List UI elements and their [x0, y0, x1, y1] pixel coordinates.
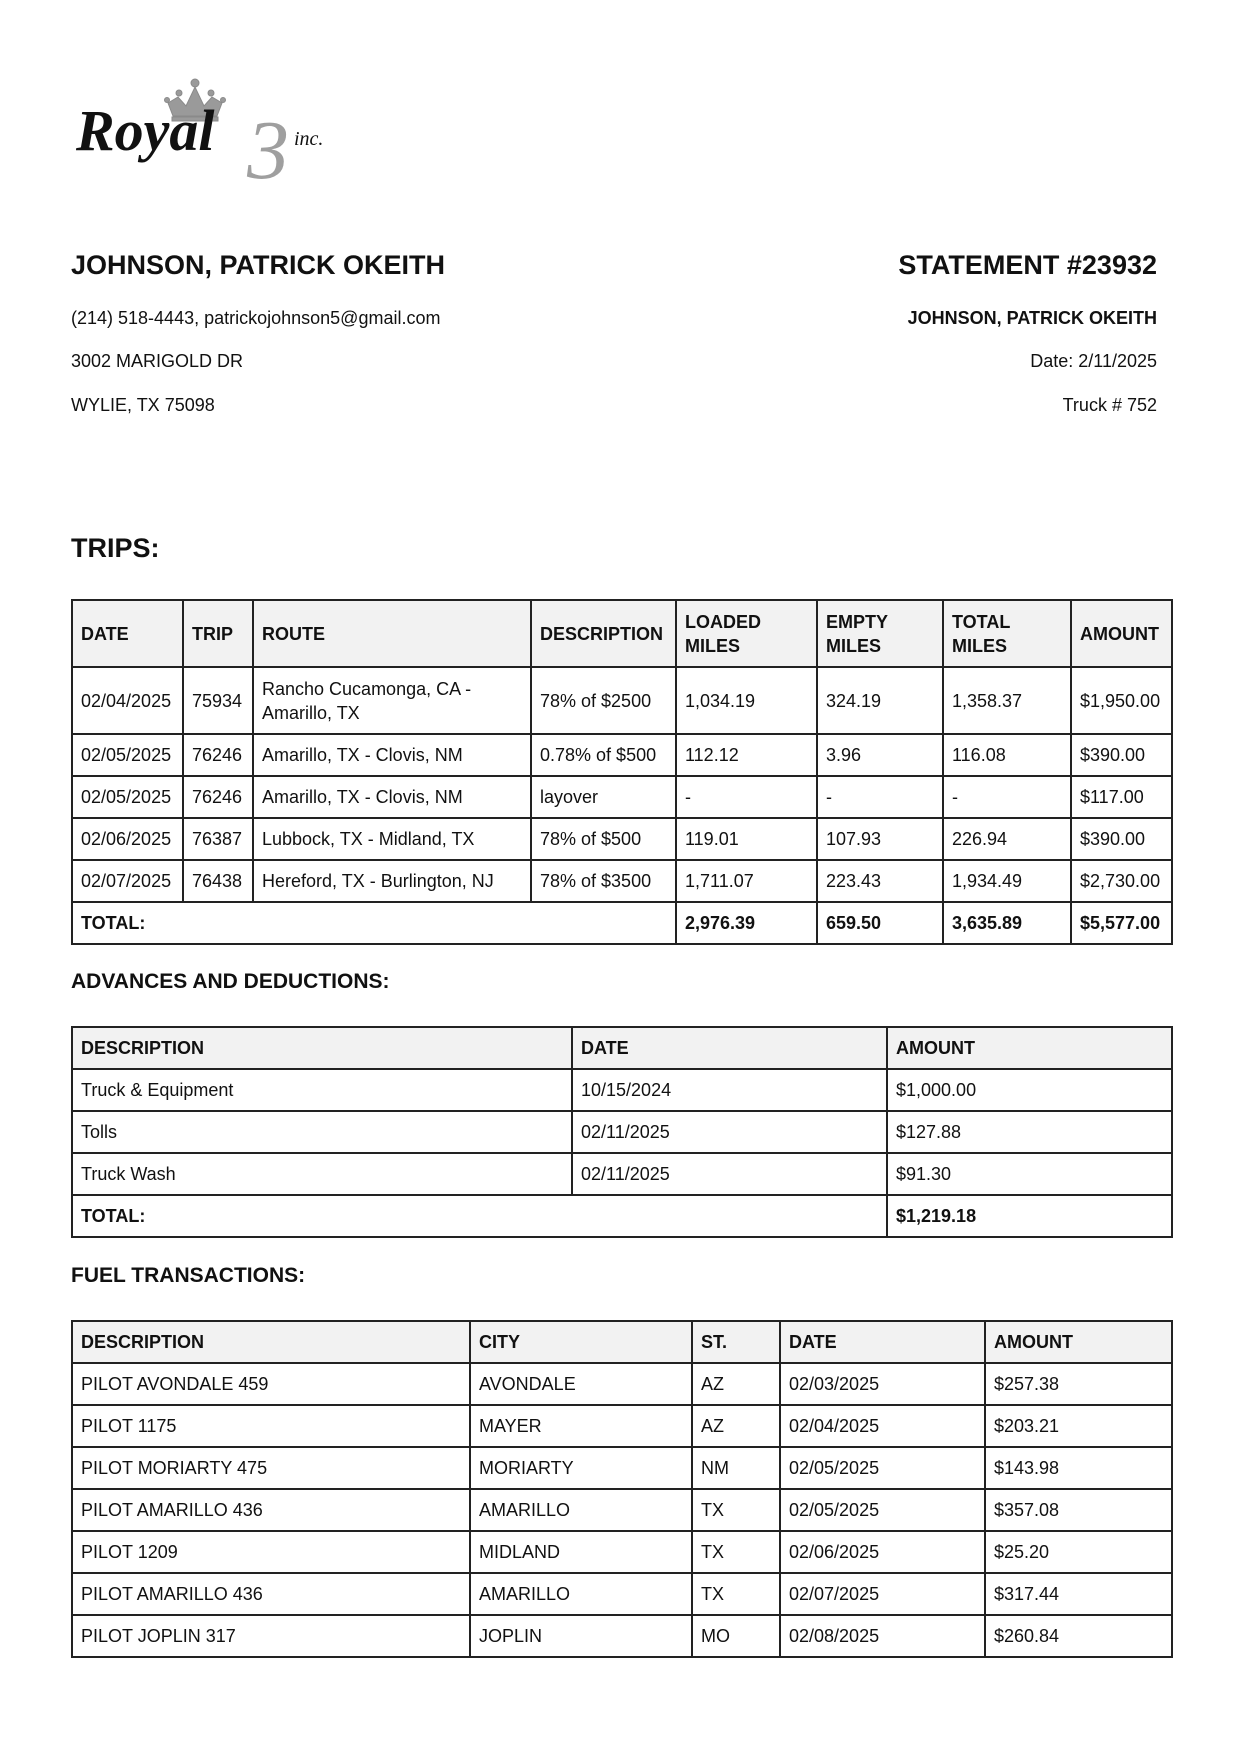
fuel-heading: FUEL TRANSACTIONS: — [71, 1264, 306, 1287]
table-cell: 76387 — [183, 818, 253, 860]
trips-total-row — [72, 902, 1172, 944]
table-row — [72, 667, 1172, 734]
table-cell: AZ — [692, 1363, 780, 1405]
table-cell: $2,730.00 — [1071, 860, 1172, 902]
table-cell: 78% of $3500 — [531, 860, 676, 902]
table-cell: Amarillo, TX - Clovis, NM — [253, 776, 531, 818]
driver-contact: (214) 518-4443, patrickojohnson5@gmail.com — [71, 308, 441, 328]
table-cell: 10/15/2024 — [572, 1069, 887, 1111]
table-row — [72, 1405, 1172, 1447]
table-cell: NM — [692, 1447, 780, 1489]
trips-heading: TRIPS: — [71, 533, 160, 563]
table-cell: 76246 — [183, 776, 253, 818]
table-cell: $390.00 — [1071, 734, 1172, 776]
table-cell: $203.21 — [985, 1405, 1172, 1447]
table-cell: - — [676, 776, 817, 818]
table-cell: PILOT 1209 — [72, 1531, 470, 1573]
advances-table — [71, 1026, 1173, 1238]
column-header: AMOUNT — [1071, 600, 1172, 667]
table-cell: 107.93 — [817, 818, 943, 860]
table-cell: Rancho Cucamonga, CA - Amarillo, TX — [253, 667, 531, 734]
table-row — [72, 1615, 1172, 1657]
table-row — [72, 1573, 1172, 1615]
driver-name-heading: JOHNSON, PATRICK OKEITH — [71, 250, 446, 280]
table-row — [72, 860, 1172, 902]
table-cell: $127.88 — [887, 1111, 1172, 1153]
table-cell: Hereford, TX - Burlington, NJ — [253, 860, 531, 902]
table-cell: - — [817, 776, 943, 818]
table-cell: Tolls — [72, 1111, 572, 1153]
table-cell: $143.98 — [985, 1447, 1172, 1489]
table-row — [72, 1489, 1172, 1531]
table-cell: 223.43 — [817, 860, 943, 902]
column-header: ST. — [692, 1321, 780, 1363]
table-cell: 02/11/2025 — [572, 1111, 887, 1153]
table-cell: MO — [692, 1615, 780, 1657]
table-cell: 02/03/2025 — [780, 1363, 985, 1405]
table-cell: 02/05/2025 — [72, 734, 183, 776]
total-amount: $1,219.18 — [887, 1195, 1172, 1237]
logo-wordmark: Royal — [76, 98, 215, 163]
fuel-header-row — [72, 1321, 1172, 1363]
logo-suffix: inc. — [294, 128, 324, 150]
royal3-logo-graphic — [76, 78, 386, 196]
statement-number-heading: STATEMENT #23932 — [898, 250, 1157, 280]
table-cell: 0.78% of $500 — [531, 734, 676, 776]
table-cell: AZ — [692, 1405, 780, 1447]
table-cell: 1,034.19 — [676, 667, 817, 734]
table-cell: Amarillo, TX - Clovis, NM — [253, 734, 531, 776]
advances-total-row — [72, 1195, 1172, 1237]
table-cell: TX — [692, 1573, 780, 1615]
column-header: AMOUNT — [887, 1027, 1172, 1069]
table-cell: MAYER — [470, 1405, 692, 1447]
statement-driver-name: JOHNSON, PATRICK OKEITH — [907, 308, 1157, 328]
table-row — [72, 1531, 1172, 1573]
table-cell: 02/05/2025 — [72, 776, 183, 818]
table-cell: PILOT AMARILLO 436 — [72, 1489, 470, 1531]
total-loaded-miles: 2,976.39 — [676, 902, 817, 944]
table-cell: 76438 — [183, 860, 253, 902]
column-header: ROUTE — [253, 600, 531, 667]
company-logo — [76, 78, 386, 196]
table-cell: PILOT AVONDALE 459 — [72, 1363, 470, 1405]
column-header: DESCRIPTION — [72, 1027, 572, 1069]
advances-header-row — [72, 1027, 1172, 1069]
table-row — [72, 776, 1172, 818]
table-cell: 02/05/2025 — [780, 1447, 985, 1489]
table-cell: 78% of $500 — [531, 818, 676, 860]
trips-table — [71, 599, 1173, 945]
column-header: CITY — [470, 1321, 692, 1363]
table-cell: $25.20 — [985, 1531, 1172, 1573]
table-cell: $257.38 — [985, 1363, 1172, 1405]
trips-header-row — [72, 600, 1172, 667]
table-cell: 75934 — [183, 667, 253, 734]
table-cell: PILOT JOPLIN 317 — [72, 1615, 470, 1657]
table-cell: 02/08/2025 — [780, 1615, 985, 1657]
table-cell: $1,950.00 — [1071, 667, 1172, 734]
table-cell: AVONDALE — [470, 1363, 692, 1405]
table-cell: $260.84 — [985, 1615, 1172, 1657]
table-row — [72, 1363, 1172, 1405]
truck-number: Truck # 752 — [1062, 395, 1157, 415]
table-cell: Truck Wash — [72, 1153, 572, 1195]
total-label: TOTAL: — [72, 902, 676, 944]
table-cell: 1,358.37 — [943, 667, 1071, 734]
table-cell: 1,711.07 — [676, 860, 817, 902]
table-cell: $357.08 — [985, 1489, 1172, 1531]
total-empty-miles: 659.50 — [817, 902, 943, 944]
table-row — [72, 818, 1172, 860]
table-cell: AMARILLO — [470, 1573, 692, 1615]
table-cell: $317.44 — [985, 1573, 1172, 1615]
table-cell: AMARILLO — [470, 1489, 692, 1531]
table-cell: Truck & Equipment — [72, 1069, 572, 1111]
table-cell: TX — [692, 1531, 780, 1573]
column-header: DATE — [572, 1027, 887, 1069]
table-cell: 112.12 — [676, 734, 817, 776]
table-cell: 02/04/2025 — [780, 1405, 985, 1447]
table-cell: $390.00 — [1071, 818, 1172, 860]
column-header: DESCRIPTION — [72, 1321, 470, 1363]
total-amount: $5,577.00 — [1071, 902, 1172, 944]
table-cell: $117.00 — [1071, 776, 1172, 818]
column-header: TOTAL MILES — [943, 600, 1071, 667]
column-header: DESCRIPTION — [531, 600, 676, 667]
table-row — [72, 734, 1172, 776]
column-header: LOADED MILES — [676, 600, 817, 667]
table-cell: PILOT AMARILLO 436 — [72, 1573, 470, 1615]
column-header: EMPTY MILES — [817, 600, 943, 667]
column-header: DATE — [780, 1321, 985, 1363]
driver-address-line1: 3002 MARIGOLD DR — [71, 351, 244, 371]
table-cell: 78% of $2500 — [531, 667, 676, 734]
table-cell: MIDLAND — [470, 1531, 692, 1573]
table-cell: MORIARTY — [470, 1447, 692, 1489]
table-row — [72, 1069, 1172, 1111]
table-cell: TX — [692, 1489, 780, 1531]
table-cell: 02/06/2025 — [780, 1531, 985, 1573]
table-cell: 119.01 — [676, 818, 817, 860]
table-cell: Lubbock, TX - Midland, TX — [253, 818, 531, 860]
table-cell: 02/06/2025 — [72, 818, 183, 860]
total-miles: 3,635.89 — [943, 902, 1071, 944]
table-cell: 3.96 — [817, 734, 943, 776]
table-row — [72, 1111, 1172, 1153]
advances-heading: ADVANCES AND DEDUCTIONS: — [71, 970, 390, 993]
table-cell: 02/04/2025 — [72, 667, 183, 734]
column-header: DATE — [72, 600, 183, 667]
total-label: TOTAL: — [72, 1195, 887, 1237]
table-cell: layover — [531, 776, 676, 818]
table-cell: - — [943, 776, 1071, 818]
table-cell: 02/05/2025 — [780, 1489, 985, 1531]
logo-numeral: 3 — [247, 104, 289, 196]
fuel-table — [71, 1320, 1173, 1658]
table-row — [72, 1153, 1172, 1195]
table-cell: 02/07/2025 — [780, 1573, 985, 1615]
table-cell: 116.08 — [943, 734, 1071, 776]
table-cell: JOPLIN — [470, 1615, 692, 1657]
table-cell: 76246 — [183, 734, 253, 776]
table-cell: $1,000.00 — [887, 1069, 1172, 1111]
driver-address-line2: WYLIE, TX 75098 — [71, 395, 215, 415]
table-cell: PILOT 1175 — [72, 1405, 470, 1447]
column-header: TRIP — [183, 600, 253, 667]
statement-date: Date: 2/11/2025 — [1030, 351, 1157, 371]
table-cell: 02/11/2025 — [572, 1153, 887, 1195]
table-cell: $91.30 — [887, 1153, 1172, 1195]
table-cell: 324.19 — [817, 667, 943, 734]
table-cell: 1,934.49 — [943, 860, 1071, 902]
table-cell: 02/07/2025 — [72, 860, 183, 902]
table-row — [72, 1447, 1172, 1489]
table-cell: PILOT MORIARTY 475 — [72, 1447, 470, 1489]
table-cell: 226.94 — [943, 818, 1071, 860]
column-header: AMOUNT — [985, 1321, 1172, 1363]
